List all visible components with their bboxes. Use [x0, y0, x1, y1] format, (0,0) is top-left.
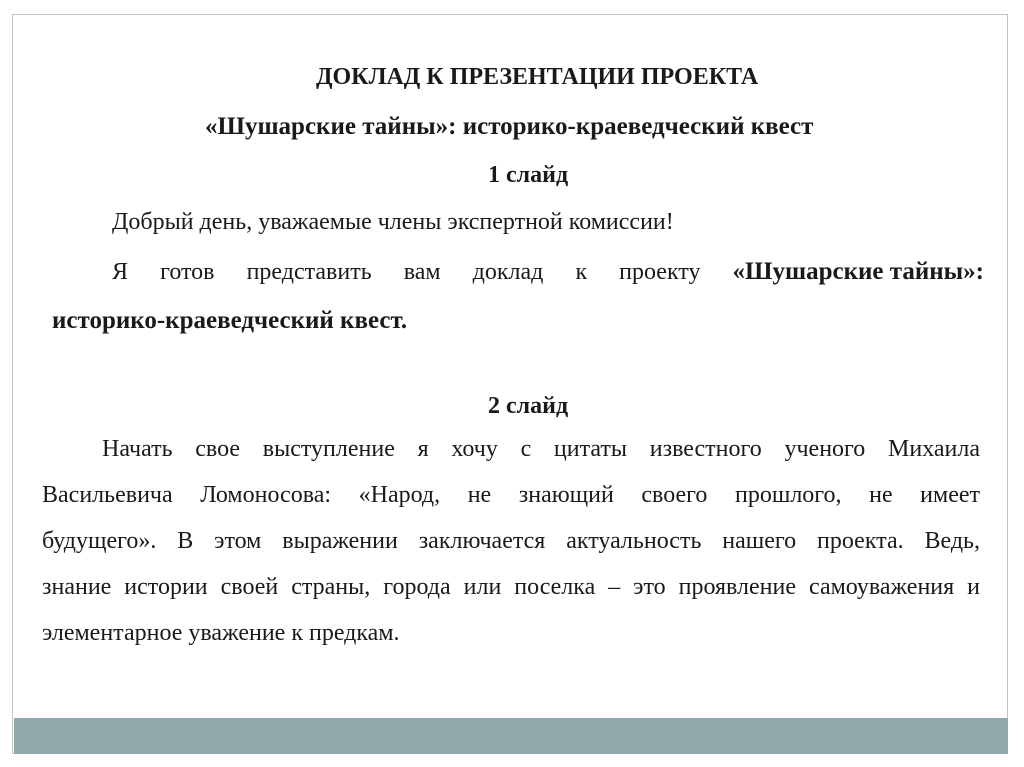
document-subheading: «Шушарские тайны»: историко-краеведческий квест [205, 113, 814, 140]
slide2-label: 2 слайд [488, 393, 569, 419]
word: вам [403, 259, 441, 285]
word: Я [112, 259, 129, 285]
footer-bar [14, 718, 1008, 754]
document-heading: ДОКЛАД К ПРЕЗЕНТАЦИИ ПРОЕКТА [316, 64, 759, 90]
word: готов [160, 259, 215, 285]
slide1-intro-line2: историко-краеведческий квест. [52, 307, 408, 334]
word: доклад [472, 259, 544, 285]
slide2-line-5: элементарное уважение к предкам. [42, 620, 400, 646]
slide2-line-2: Васильевича Ломоносова: «Народ, не знающий своего прошлого, не имеет [42, 482, 980, 508]
slide1-intro-line1 [112, 257, 984, 287]
project-name-bold: «Шушарские тайны»: [732, 258, 984, 285]
word: проекту [619, 259, 701, 285]
word: представить [246, 259, 372, 285]
slide2-line-1: Начать свое выступление я хочу с цитаты известного ученого Михаила [102, 436, 980, 462]
slide2-line-4: знание истории своей страны, города или поселка – это проявление самоуважения и [42, 574, 980, 600]
word: к [575, 259, 588, 285]
slide2-line-3: будущего». В этом выражении заключается актуальность нашего проекта. Ведь, [42, 528, 980, 554]
slide1-greeting: Добрый день, уважаемые члены экспертной комиссии! [112, 209, 674, 235]
slide1-label: 1 слайд [488, 162, 569, 188]
